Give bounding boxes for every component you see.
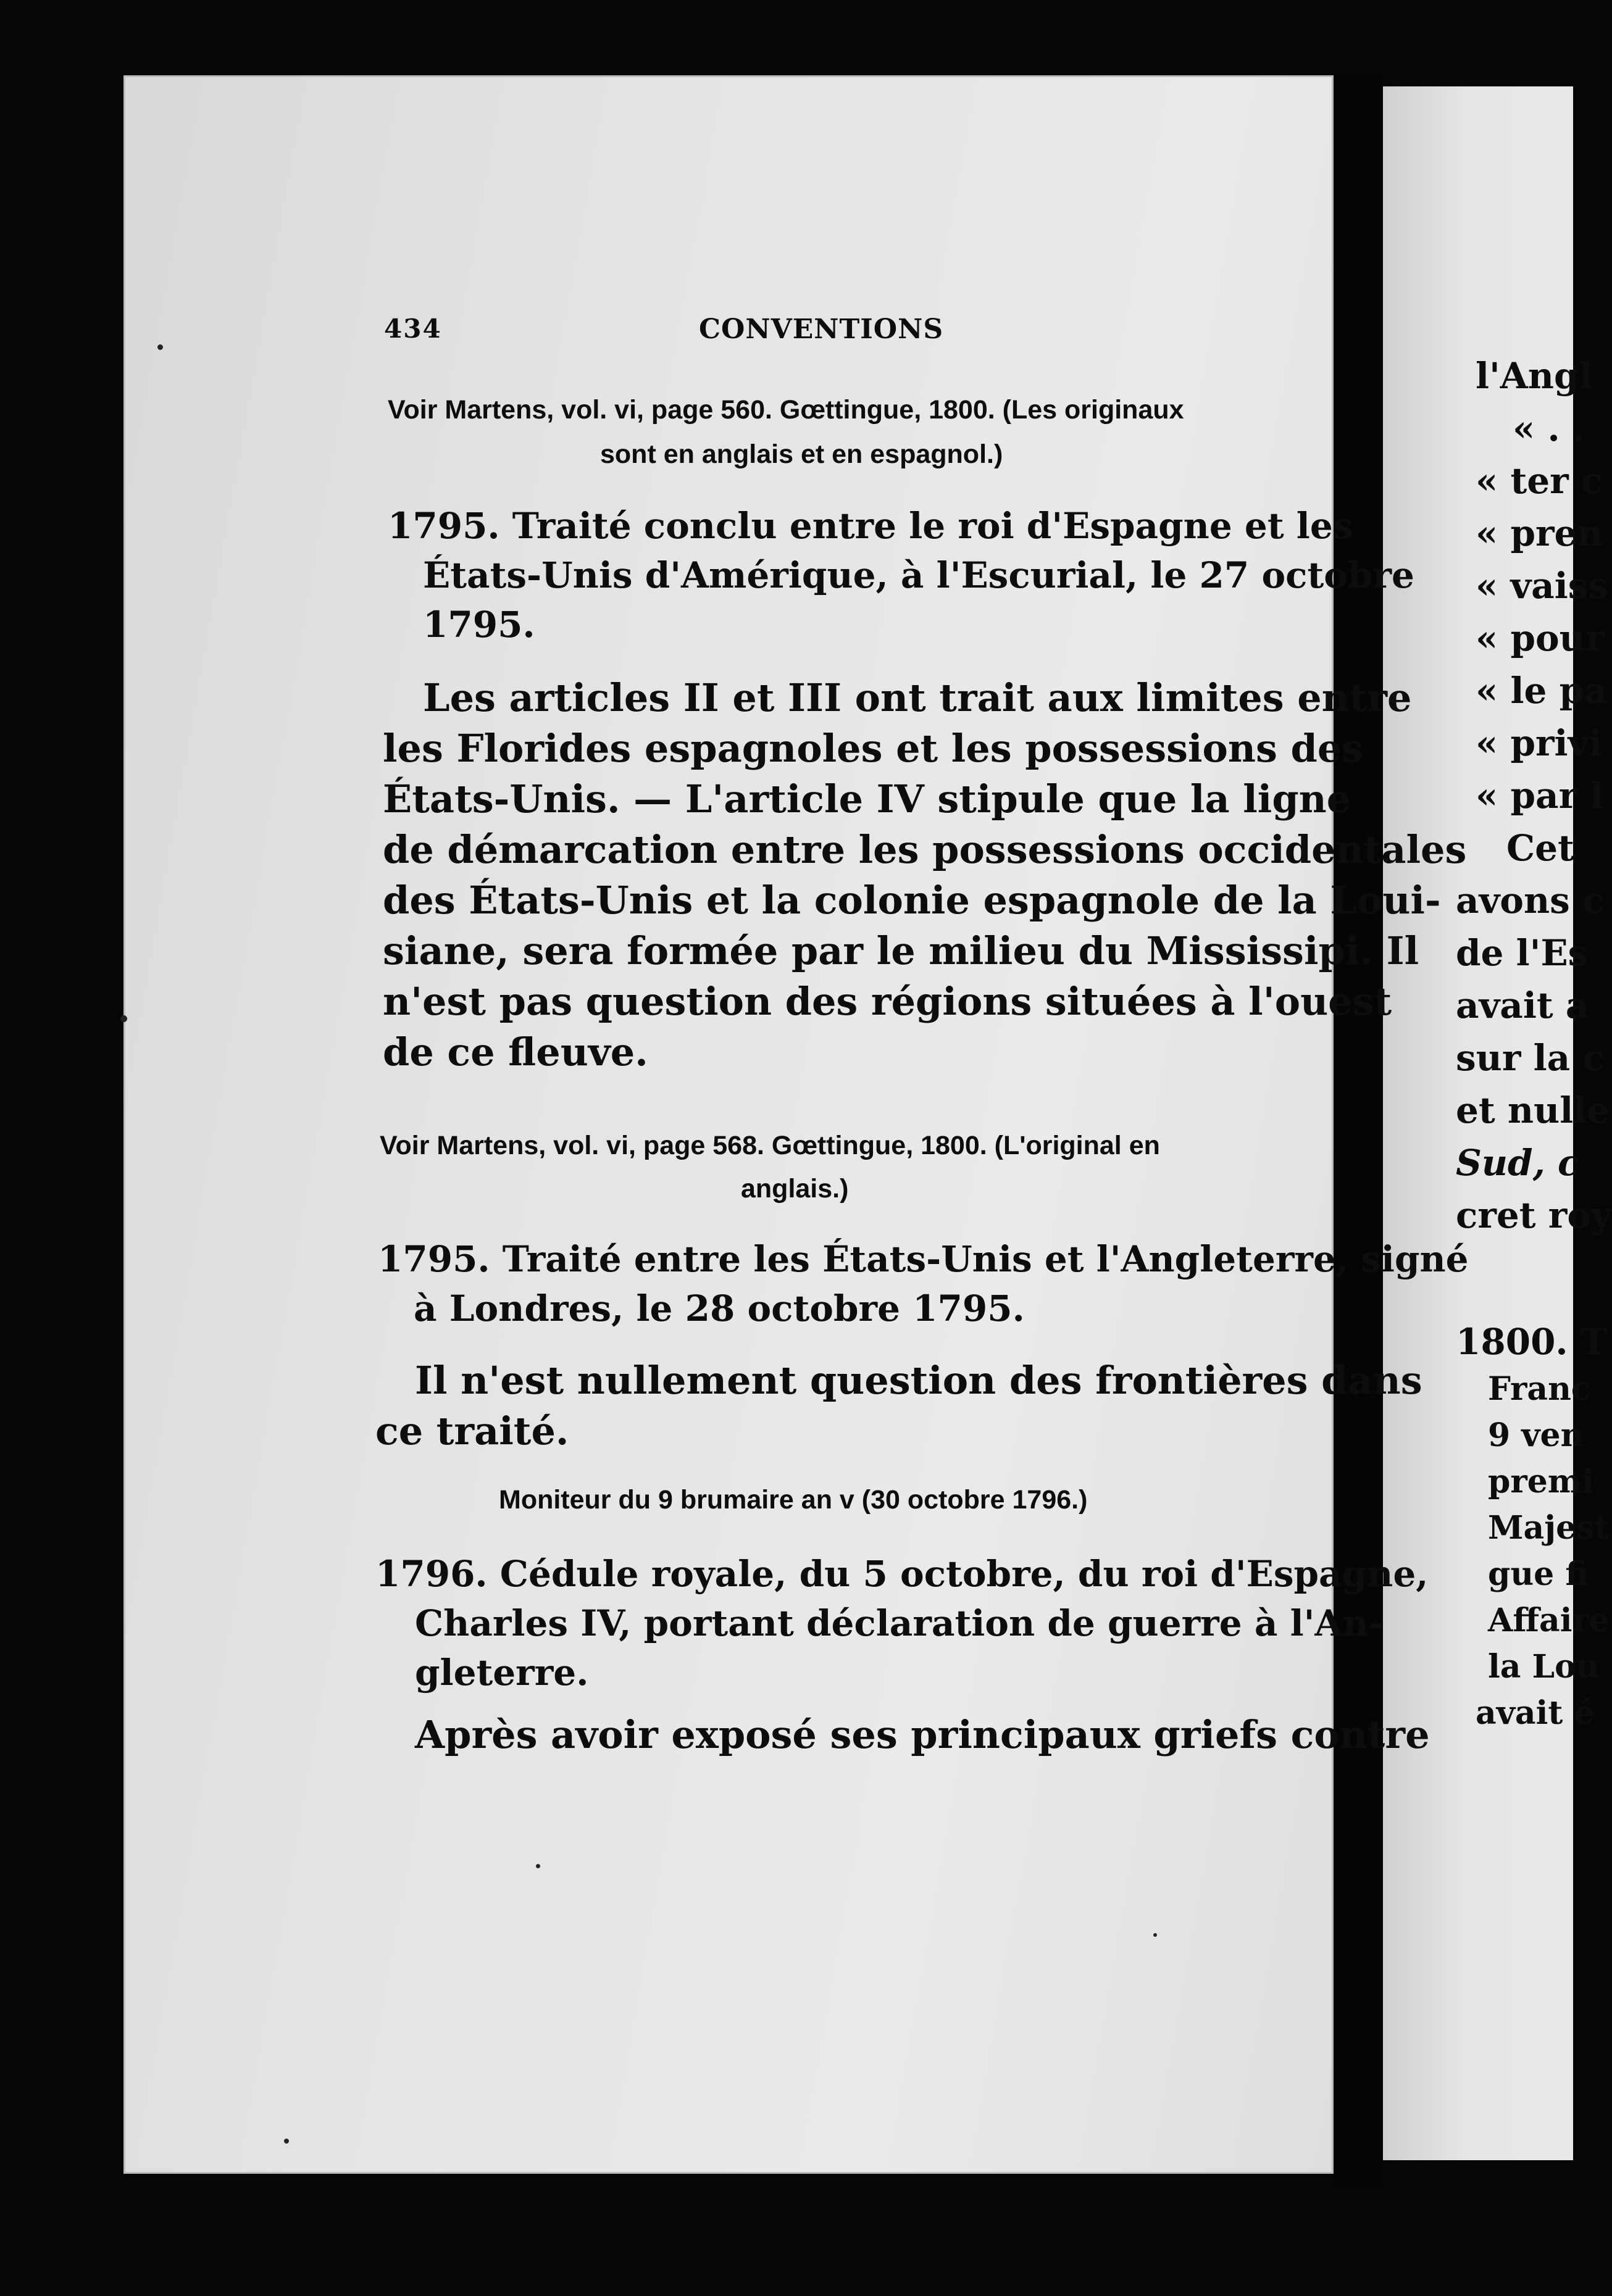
facing-line: « . . xyxy=(1513,407,1585,449)
facing-line: cret roy xyxy=(1456,1194,1612,1236)
facing-line: « par l xyxy=(1476,775,1604,817)
facing-line: 9 ven xyxy=(1488,1416,1584,1454)
body-line: ce traité. xyxy=(375,1408,569,1454)
reference-line: sont en anglais et en espagnol.) xyxy=(600,439,1003,469)
facing-line: Franc xyxy=(1488,1370,1591,1408)
facing-line: sur la c xyxy=(1456,1037,1605,1079)
facing-line: Cet xyxy=(1506,827,1574,869)
facing-line: « pour xyxy=(1476,617,1605,659)
book-page xyxy=(123,75,1334,2174)
scan-speck xyxy=(1153,1933,1157,1937)
body-line: Après avoir exposé ses principaux griefs contre xyxy=(415,1712,1430,1757)
reference-line: Voir Martens, vol. vi, page 568. Gœttingue, 1800. (L'original en xyxy=(380,1131,1160,1160)
page-number: 434 xyxy=(384,314,442,344)
body-line: Les articles II et III ont trait aux limites entre xyxy=(423,675,1412,720)
body-line: États-Unis. — L'article IV stipule que la ligne xyxy=(383,776,1351,821)
facing-line: et nulle xyxy=(1456,1089,1610,1131)
facing-line: « vaiss xyxy=(1476,565,1609,607)
body-line: les Florides espagnoles et les possessions des xyxy=(383,726,1364,771)
facing-line: gue fi xyxy=(1488,1555,1589,1593)
entry-line: gleterre. xyxy=(415,1652,589,1694)
facing-line: de l'Es xyxy=(1456,932,1589,974)
body-line: de démarcation entre les possessions occidentales xyxy=(383,827,1467,872)
facing-line: « privi xyxy=(1476,722,1603,764)
entry-line: à Londres, le 28 octobre 1795. xyxy=(414,1287,1025,1329)
scan-speck xyxy=(284,2139,289,2144)
scan-speck xyxy=(157,344,163,350)
body-line: siane, sera formée par le milieu du Mississipi. Il xyxy=(383,928,1419,973)
facing-page xyxy=(1383,86,1612,2160)
scan-speck xyxy=(120,1015,127,1022)
facing-line: la Lou xyxy=(1488,1648,1600,1686)
body-line: n'est pas question des régions situées à l'ouest xyxy=(383,979,1392,1024)
facing-line: avait é xyxy=(1476,1694,1595,1732)
facing-line: Affaire xyxy=(1488,1602,1610,1639)
entry-line: 1796. Cédule royale, du 5 octobre, du roi d'Espagne, xyxy=(375,1553,1429,1595)
entry-line: 1795. xyxy=(423,604,535,646)
facing-line: Sud, c xyxy=(1456,1142,1580,1184)
entry-line: 1795. Traité entre les États-Unis et l'Angleterre, signé xyxy=(378,1238,1469,1280)
facing-line: l'Angl xyxy=(1476,355,1593,397)
facing-line: avons c xyxy=(1456,880,1605,921)
body-line: Il n'est nullement question des frontières dans xyxy=(415,1358,1422,1403)
facing-line: 1800. T xyxy=(1456,1321,1607,1363)
facing-line: premi xyxy=(1488,1463,1594,1500)
page-gutter xyxy=(1334,75,1383,2186)
running-title: CONVENTIONS xyxy=(699,314,944,345)
facing-line: « pren xyxy=(1476,512,1603,554)
entry-line: 1795. Traité conclu entre le roi d'Espagne et les xyxy=(388,505,1353,547)
reference-line: Moniteur du 9 brumaire an v (30 octobre 1796.) xyxy=(499,1485,1088,1515)
facing-line: Majest xyxy=(1488,1509,1610,1547)
facing-line: avait a xyxy=(1456,984,1589,1026)
reference-line: anglais.) xyxy=(741,1174,849,1204)
scan-speck xyxy=(536,1864,540,1868)
body-line: de ce fleuve. xyxy=(383,1029,648,1075)
facing-line: « ter c xyxy=(1476,460,1603,502)
entry-line: Charles IV, portant déclaration de guerre à l'An- xyxy=(415,1602,1384,1644)
facing-line: « le pa xyxy=(1476,670,1608,712)
reference-line: Voir Martens, vol. vi, page 560. Gœttingue, 1800. (Les originaux xyxy=(388,395,1184,425)
body-line: des États-Unis et la colonie espagnole de la Loui- xyxy=(383,878,1441,923)
entry-line: États-Unis d'Amérique, à l'Escurial, le 27 octobre xyxy=(423,554,1414,596)
